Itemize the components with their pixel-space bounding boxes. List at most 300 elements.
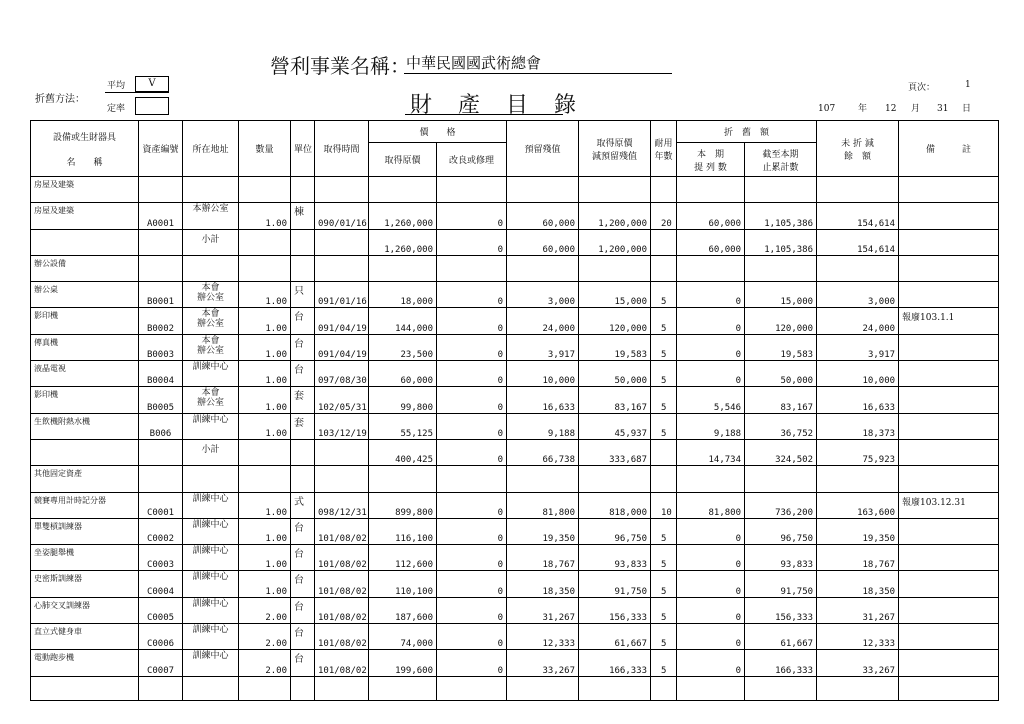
empty-cell [139,676,183,700]
useful-life: 5 [651,361,677,387]
improvement-cost: 0 [437,361,507,387]
empty-cell [899,439,999,465]
asset-location: 訓練中心 [183,650,239,676]
asset-name: 影印機 [31,387,139,413]
empty-cell [369,177,437,203]
col-item-name [31,121,139,177]
empty-cell [369,676,437,700]
asset-code: B0001 [139,282,183,308]
empty-cell [139,177,183,203]
asset-unit: 台 [291,571,315,597]
empty-cell [369,255,437,281]
asset-location: 訓練中心 [183,413,239,439]
date-year-unit: 年 [858,104,868,114]
col-cls-2: 減預留殘值 [592,151,638,162]
current-depreciation: 60,000 [677,203,745,229]
current-depreciation: 0 [677,650,745,676]
asset-code: C0002 [139,518,183,544]
current-depreciation: 0 [677,597,745,623]
useful-life: 5 [651,571,677,597]
salvage-value: 10,000 [507,361,579,387]
col-accumulated-depr [745,143,817,177]
col-code: 資產編號 [139,121,183,177]
subtotal-salvage: 66,738 [507,439,579,465]
report-date [818,101,974,114]
note [899,334,999,360]
net-book-value: 18,373 [817,413,899,439]
subtotal-row [31,229,999,255]
salvage-value: 18,350 [507,571,579,597]
col-depreciation: 折 舊 額 [677,121,817,143]
empty-cell [291,177,315,203]
asset-code: B0005 [139,387,183,413]
acquired-date: 101/08/02 [315,650,369,676]
accumulated-depreciation: 19,583 [745,334,817,360]
empty-cell [745,466,817,492]
table-body [31,177,999,701]
improvement-cost: 0 [437,203,507,229]
empty-cell [291,466,315,492]
useful-life: 5 [651,334,677,360]
salvage-value: 33,267 [507,650,579,676]
empty-cell [315,229,369,255]
improvement-cost: 0 [437,518,507,544]
asset-qty: 1.00 [239,518,291,544]
asset-name: 直立式健身車 [31,624,139,650]
note [899,282,999,308]
cost-less-salvage: 1,200,000 [579,203,651,229]
net-book-value: 163,600 [817,492,899,518]
empty-cell [651,676,677,700]
empty-cell [677,177,745,203]
table-row [31,545,999,571]
subtotal-label: 小計 [183,229,239,255]
acquisition-cost: 18,000 [369,282,437,308]
acquired-date: 101/08/02 [315,624,369,650]
salvage-value: 12,333 [507,624,579,650]
col-cur-1: 本 期 [697,149,725,160]
empty-cell [899,676,999,700]
col-location: 所在地址 [183,121,239,177]
empty-cell [139,466,183,492]
subtotal-cost-less-salvage: 333,687 [579,439,651,465]
table-row [31,308,999,334]
cost-less-salvage: 96,750 [579,518,651,544]
improvement-cost: 0 [437,282,507,308]
asset-qty: 1.00 [239,334,291,360]
net-book-value: 3,000 [817,282,899,308]
table-header [31,121,999,177]
average-method-label: 平均 [107,81,126,91]
asset-code: C0004 [139,571,183,597]
improvement-cost: 0 [437,545,507,571]
current-depreciation: 0 [677,334,745,360]
col-life [651,121,677,177]
empty-cell [31,676,139,700]
acquisition-cost: 74,000 [369,624,437,650]
cost-less-salvage: 83,167 [579,387,651,413]
empty-cell [239,255,291,281]
col-price: 價 格 [369,121,507,143]
acquired-date: 101/08/02 [315,545,369,571]
note [899,624,999,650]
asset-code: B0004 [139,361,183,387]
net-book-value: 18,767 [817,545,899,571]
current-depreciation: 5,546 [677,387,745,413]
note [899,571,999,597]
document-title: 財產目錄 [410,93,603,118]
accumulated-depreciation: 91,750 [745,571,817,597]
empty-cell [817,466,899,492]
empty-cell [579,676,651,700]
empty-cell [437,177,507,203]
asset-qty: 1.00 [239,387,291,413]
acquired-date: 101/08/02 [315,597,369,623]
net-book-value: 3,917 [817,334,899,360]
subtotal-salvage: 60,000 [507,229,579,255]
col-date: 取得時間 [315,121,369,177]
empty-cell [899,229,999,255]
empty-cell [315,676,369,700]
asset-code: C0006 [139,624,183,650]
acquisition-cost: 110,100 [369,571,437,597]
document-title-underline [405,114,563,115]
table-row [31,361,999,387]
cost-less-salvage: 15,000 [579,282,651,308]
empty-cell [239,177,291,203]
empty-cell [291,229,315,255]
improvement-cost: 0 [437,387,507,413]
empty-cell [579,255,651,281]
date-month-unit: 月 [911,104,921,114]
current-depreciation: 0 [677,624,745,650]
salvage-value: 81,800 [507,492,579,518]
asset-unit: 台 [291,361,315,387]
empty-cell [183,466,239,492]
empty-cell [437,466,507,492]
empty-cell [677,466,745,492]
col-note: 備 註 [899,121,999,177]
table-row [31,624,999,650]
table-row [31,518,999,544]
asset-name: 辦公桌 [31,282,139,308]
subtotal-label: 小計 [183,439,239,465]
empty-cell [291,255,315,281]
subtotal-cost-less-salvage: 1,200,000 [579,229,651,255]
table-row [31,203,999,229]
table-row [31,413,999,439]
subtotal-current-depreciation: 60,000 [677,229,745,255]
empty-cell [507,255,579,281]
asset-unit: 棟 [291,203,315,229]
empty-cell [31,439,139,465]
accumulated-depreciation: 1,105,386 [745,203,817,229]
asset-location: 本辦公室 [183,203,239,229]
asset-location: 訓練中心 [183,545,239,571]
acquisition-cost: 23,500 [369,334,437,360]
accumulated-depreciation: 120,000 [745,308,817,334]
improvement-cost: 0 [437,308,507,334]
net-book-value: 19,350 [817,518,899,544]
current-depreciation: 81,800 [677,492,745,518]
table-row [31,571,999,597]
asset-qty: 1.00 [239,571,291,597]
asset-unit: 台 [291,334,315,360]
asset-unit: 台 [291,545,315,571]
note [899,387,999,413]
acquired-date: 091/04/19 [315,334,369,360]
useful-life: 5 [651,387,677,413]
accumulated-depreciation: 156,333 [745,597,817,623]
empty-cell [239,466,291,492]
acquired-date: 103/12/19 [315,413,369,439]
asset-name: 電動跑步機 [31,650,139,676]
empty-cell [817,177,899,203]
accumulated-depreciation: 83,167 [745,387,817,413]
improvement-cost: 0 [437,334,507,360]
asset-location: 本會 辦公室 [183,308,239,334]
empty-cell [507,466,579,492]
asset-name: 生飲機附熱水機 [31,413,139,439]
empty-cell [239,229,291,255]
col-nbv-1: 未 折 減 [841,138,874,149]
section-row [31,466,999,492]
asset-code: C0001 [139,492,183,518]
acquired-date: 091/04/19 [315,308,369,334]
subtotal-accumulated-depreciation: 324,502 [745,439,817,465]
asset-location: 訓練中心 [183,361,239,387]
asset-location: 本會 辦公室 [183,387,239,413]
col-salvage: 預留殘值 [507,121,579,177]
asset-code: A0001 [139,203,183,229]
salvage-value: 31,267 [507,597,579,623]
section-name: 房屋及建築 [31,177,139,203]
asset-register-table [30,120,999,701]
useful-life: 5 [651,624,677,650]
salvage-value: 19,350 [507,518,579,544]
subtotal-row [31,439,999,465]
empty-cell [239,439,291,465]
asset-qty: 1.00 [239,282,291,308]
empty-cell [579,466,651,492]
acquisition-cost: 144,000 [369,308,437,334]
current-depreciation: 0 [677,282,745,308]
cost-less-salvage: 50,000 [579,361,651,387]
acquired-date: 102/05/31 [315,387,369,413]
net-book-value: 24,000 [817,308,899,334]
asset-unit: 式 [291,492,315,518]
section-name: 辦公設備 [31,255,139,281]
table-row [31,492,999,518]
empty-cell [139,229,183,255]
table-row [31,334,999,360]
salvage-value: 60,000 [507,203,579,229]
net-book-value: 33,267 [817,650,899,676]
table-row [31,282,999,308]
asset-location: 訓練中心 [183,597,239,623]
cost-less-salvage: 45,937 [579,413,651,439]
current-depreciation: 9,188 [677,413,745,439]
net-book-value: 31,267 [817,597,899,623]
date-day-unit: 日 [962,104,972,114]
cost-less-salvage: 166,333 [579,650,651,676]
acquisition-cost: 55,125 [369,413,437,439]
fixed-rate-method-label: 定率 [107,104,126,114]
net-book-value: 16,633 [817,387,899,413]
cost-less-salvage: 818,000 [579,492,651,518]
acquired-date: 091/01/16 [315,282,369,308]
acquisition-cost: 116,100 [369,518,437,544]
cost-less-salvage: 93,833 [579,545,651,571]
useful-life: 5 [651,308,677,334]
col-qty: 數量 [239,121,291,177]
empty-cell [507,177,579,203]
empty-cell [315,466,369,492]
table-row [31,650,999,676]
empty-cell [651,439,677,465]
acquisition-cost: 187,600 [369,597,437,623]
empty-cell [291,676,315,700]
improvement-cost: 0 [437,413,507,439]
subtotal-accumulated-depreciation: 1,105,386 [745,229,817,255]
empty-cell [315,255,369,281]
col-cur-2: 提 列 數 [694,162,727,173]
current-depreciation: 0 [677,518,745,544]
col-current-depr [677,143,745,177]
section-name: 其他固定資產 [31,466,139,492]
salvage-value: 18,767 [507,545,579,571]
cost-less-salvage: 61,667 [579,624,651,650]
accumulated-depreciation: 36,752 [745,413,817,439]
net-book-value: 12,333 [817,624,899,650]
subtotal-cost: 400,425 [369,439,437,465]
asset-location: 訓練中心 [183,518,239,544]
note [899,597,999,623]
acquisition-cost: 199,600 [369,650,437,676]
asset-location: 訓練中心 [183,624,239,650]
salvage-value: 24,000 [507,308,579,334]
asset-unit: 套 [291,413,315,439]
useful-life: 5 [651,413,677,439]
asset-unit: 台 [291,518,315,544]
asset-unit: 台 [291,650,315,676]
empty-cell [183,177,239,203]
org-name: 中華民國國武術總會 [406,54,542,72]
current-depreciation: 0 [677,361,745,387]
accumulated-depreciation: 96,750 [745,518,817,544]
asset-qty: 1.00 [239,308,291,334]
note: 報廢103.12.31 [899,492,999,518]
subtotal-net-book-value: 75,923 [817,439,899,465]
col-cls-1: 取得原價 [596,138,633,149]
salvage-value: 3,000 [507,282,579,308]
useful-life: 20 [651,203,677,229]
date-month: 12 [885,104,897,114]
cost-less-salvage: 156,333 [579,597,651,623]
subtotal-net-book-value: 154,614 [817,229,899,255]
org-name-underline [404,73,672,74]
asset-name: 心肺交叉訓練器 [31,597,139,623]
salvage-value: 9,188 [507,413,579,439]
asset-name: 影印機 [31,308,139,334]
note [899,650,999,676]
useful-life: 5 [651,597,677,623]
empty-cell [745,676,817,700]
note [899,413,999,439]
col-cost-less-salvage [579,121,651,177]
date-year: 107 [818,104,836,114]
empty-cell [677,255,745,281]
empty-cell [817,255,899,281]
asset-qty: 2.00 [239,624,291,650]
empty-cell [239,676,291,700]
accumulated-depreciation: 736,200 [745,492,817,518]
asset-location: 訓練中心 [183,492,239,518]
salvage-value: 16,633 [507,387,579,413]
useful-life: 10 [651,492,677,518]
current-depreciation: 0 [677,571,745,597]
net-book-value: 154,614 [817,203,899,229]
empty-cell [183,255,239,281]
col-unit: 單位 [291,121,315,177]
depreciation-method-label: 折舊方法： [35,94,85,105]
acquisition-cost: 112,600 [369,545,437,571]
useful-life: 5 [651,518,677,544]
col-nbv-2: 餘 額 [844,151,872,162]
useful-life: 5 [651,650,677,676]
subtotal-current-depreciation: 14,734 [677,439,745,465]
empty-cell [437,676,507,700]
col-item-top: 設備或生財器具 [52,132,116,143]
net-book-value: 18,350 [817,571,899,597]
asset-unit: 只 [291,282,315,308]
current-depreciation: 0 [677,545,745,571]
empty-cell [139,255,183,281]
fixed-rate-method-checkbox [135,97,169,115]
note: 報廢103.1.1 [899,308,999,334]
useful-life: 5 [651,545,677,571]
empty-cell [817,676,899,700]
org-title-label: 營利事業名稱： [270,54,410,78]
average-method-checkbox: V [135,76,169,92]
asset-unit: 台 [291,597,315,623]
useful-life: 5 [651,282,677,308]
asset-code: C0003 [139,545,183,571]
section-row [31,177,999,203]
empty-cell [677,676,745,700]
empty-cell [369,466,437,492]
asset-unit: 台 [291,624,315,650]
accumulated-depreciation: 166,333 [745,650,817,676]
note [899,203,999,229]
asset-code: B0003 [139,334,183,360]
improvement-cost: 0 [437,650,507,676]
cost-less-salvage: 19,583 [579,334,651,360]
asset-qty: 1.00 [239,203,291,229]
col-net-book-value [817,121,899,177]
net-book-value: 10,000 [817,361,899,387]
col-improve: 改良或修理 [437,143,507,177]
table-row [31,387,999,413]
blank-row [31,676,999,700]
note [899,545,999,571]
empty-cell [579,177,651,203]
empty-cell [291,439,315,465]
acquisition-cost: 899,800 [369,492,437,518]
asset-code: C0007 [139,650,183,676]
empty-cell [899,255,999,281]
col-acc-2: 止累計數 [762,162,799,173]
